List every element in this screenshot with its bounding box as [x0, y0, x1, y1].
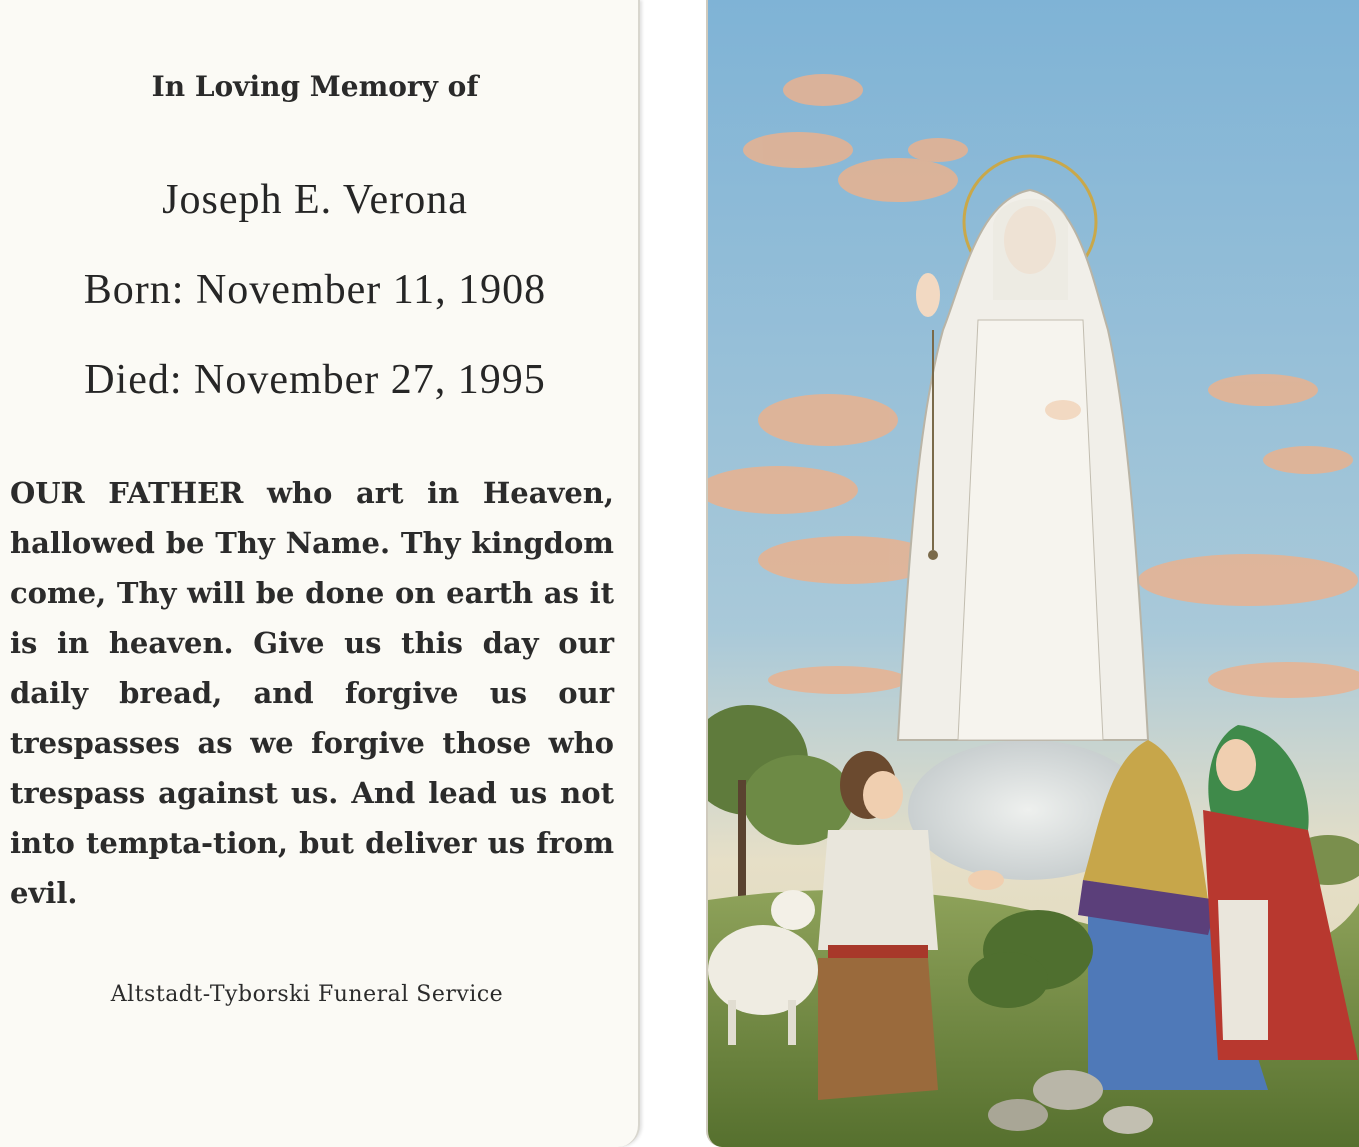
prayer-lead: OUR FATHER	[10, 476, 244, 510]
funeral-service-name: Altstadt-Tyborski Funeral Service	[110, 982, 504, 1007]
death-date: Died: November 27, 1995	[84, 357, 546, 403]
prayer-body: who art in Heaven, hallowed be Thy Name. Thy kingdom come, Thy will be done on earth as it is in heaven. Give us this day our daily bread, and forgive us our trespasses as we forgive those who trespass against us. And lead us not into tempta-tion, but deliver us from evil.	[10, 476, 614, 910]
apparition-illustration	[708, 0, 1359, 1147]
memorial-card-text-side	[0, 0, 640, 1147]
birth-date: Born: November 11, 1908	[83, 267, 547, 313]
card-heading: In Loving Memory of	[151, 70, 479, 103]
lords-prayer	[10, 468, 614, 918]
deceased-name: Joseph E. Verona	[162, 177, 468, 223]
memorial-card-picture-side	[706, 0, 1359, 1147]
